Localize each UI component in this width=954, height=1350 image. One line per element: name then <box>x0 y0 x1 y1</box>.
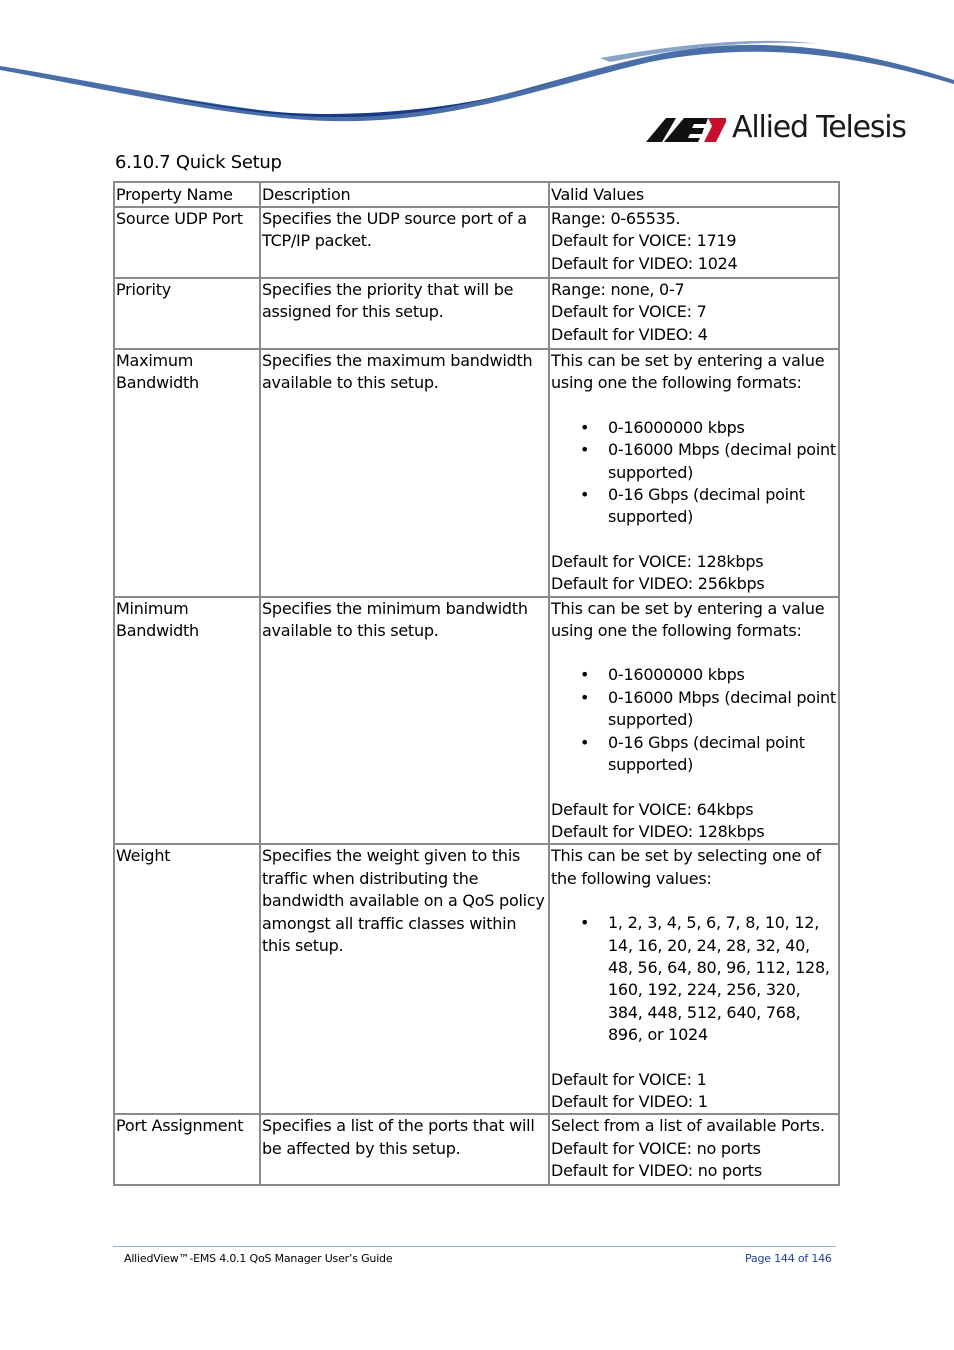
header-valid-values: Valid Values <box>549 182 839 207</box>
property-values <box>549 844 839 1114</box>
table-row <box>114 1114 839 1185</box>
table-row <box>114 349 839 597</box>
footer-page-number: Page 144 of 146 <box>745 1252 832 1265</box>
property-name: Priority <box>114 278 260 349</box>
list-item: • 1, 2, 3, 4, 5, 6, 7, 8, 10, 12, 14, 16, 20, 24, 28, 32, 40, 48, 56, 64, 80, 96, 112, 128, 160, 192, 224, 256, 320, 384, 448, 512, 640, 768, 896, or 1024 <box>608 912 837 1046</box>
property-values <box>549 207 839 278</box>
property-name: Source UDP Port <box>114 207 260 278</box>
allied-telesis-logo <box>646 108 906 148</box>
table-row <box>114 278 839 349</box>
default-voice: Default for VOICE: 128kbps <box>551 551 764 571</box>
property-description: Specifies a list of the ports that will be affected by this setup. <box>260 1114 549 1185</box>
list-item: • 0-16 Gbps (decimal point supported) <box>608 484 837 529</box>
property-name: Maximum Bandwidth <box>114 349 260 597</box>
list-item: • 0-16000000 kbps <box>608 417 837 439</box>
property-description: Specifies the maximum bandwidth available to this setup. <box>260 349 549 597</box>
property-description: Specifies the minimum bandwidth available to this setup. <box>260 597 549 845</box>
default-voice: Default for VOICE: 1719 <box>551 231 737 251</box>
values-intro: This can be set by entering a value using one the following formats: <box>551 598 825 641</box>
values-list <box>551 417 837 529</box>
header-property-name: Property Name <box>114 182 260 207</box>
default-voice: Default for VOICE: 64kbps <box>551 799 754 819</box>
values-intro: This can be set by selecting one of the following values: <box>551 846 821 888</box>
values-intro: Range: none, 0-7 <box>551 280 685 299</box>
property-name: Port Assignment <box>114 1114 260 1185</box>
values-intro: Select from a list of available Ports. <box>551 1116 825 1136</box>
property-name: Minimum Bandwidth <box>114 597 260 845</box>
property-values <box>549 349 839 597</box>
default-voice: Default for VOICE: 1 <box>551 1069 707 1089</box>
default-video: Default for VIDEO: no ports <box>551 1161 762 1181</box>
list-item: • 0-16000 Mbps (decimal point supported) <box>608 687 837 732</box>
values-list <box>551 912 837 1046</box>
default-video: Default for VIDEO: 256kbps <box>551 574 765 594</box>
allied-telesis-logo-icon <box>646 112 730 148</box>
values-intro: This can be set by entering a value using one the following formats: <box>551 351 825 393</box>
default-video: Default for VIDEO: 1 <box>551 1091 708 1111</box>
table-header-row <box>114 182 839 207</box>
property-description: Specifies the weight given to this traffic when distributing the bandwidth available on a QoS policy amongst all traffic classes within this setup. <box>260 844 549 1114</box>
property-table <box>113 181 840 1186</box>
table-row <box>114 844 839 1114</box>
section-title: 6.10.7 Quick Setup <box>115 152 282 173</box>
list-item: • 0-16 Gbps (decimal point supported) <box>608 732 837 777</box>
property-description: Specifies the UDP source port of a TCP/IP packet. <box>260 207 549 278</box>
property-values <box>549 278 839 349</box>
property-values <box>549 597 839 845</box>
table-row <box>114 207 839 278</box>
default-voice: Default for VOICE: 7 <box>551 302 707 322</box>
list-item: • 0-16000 Mbps (decimal point supported) <box>608 439 837 484</box>
default-video: Default for VIDEO: 128kbps <box>551 821 765 841</box>
property-name: Weight <box>114 844 260 1114</box>
default-voice: Default for VOICE: no ports <box>551 1138 761 1158</box>
property-description: Specifies the priority that will be assigned for this setup. <box>260 278 549 349</box>
footer-divider <box>113 1246 836 1247</box>
values-list <box>551 664 837 776</box>
property-values <box>549 1114 839 1185</box>
default-video: Default for VIDEO: 1024 <box>551 253 738 273</box>
default-video: Default for VIDEO: 4 <box>551 324 708 344</box>
footer-doc-title: AlliedView™-EMS 4.0.1 QoS Manager User’s Guide <box>124 1252 393 1265</box>
header-description: Description <box>260 182 549 207</box>
list-item: • 0-16000000 kbps <box>608 664 837 686</box>
table-row <box>114 597 839 845</box>
logo-text: Allied Telesis <box>732 110 906 145</box>
values-intro: Range: 0-65535. <box>551 209 681 228</box>
